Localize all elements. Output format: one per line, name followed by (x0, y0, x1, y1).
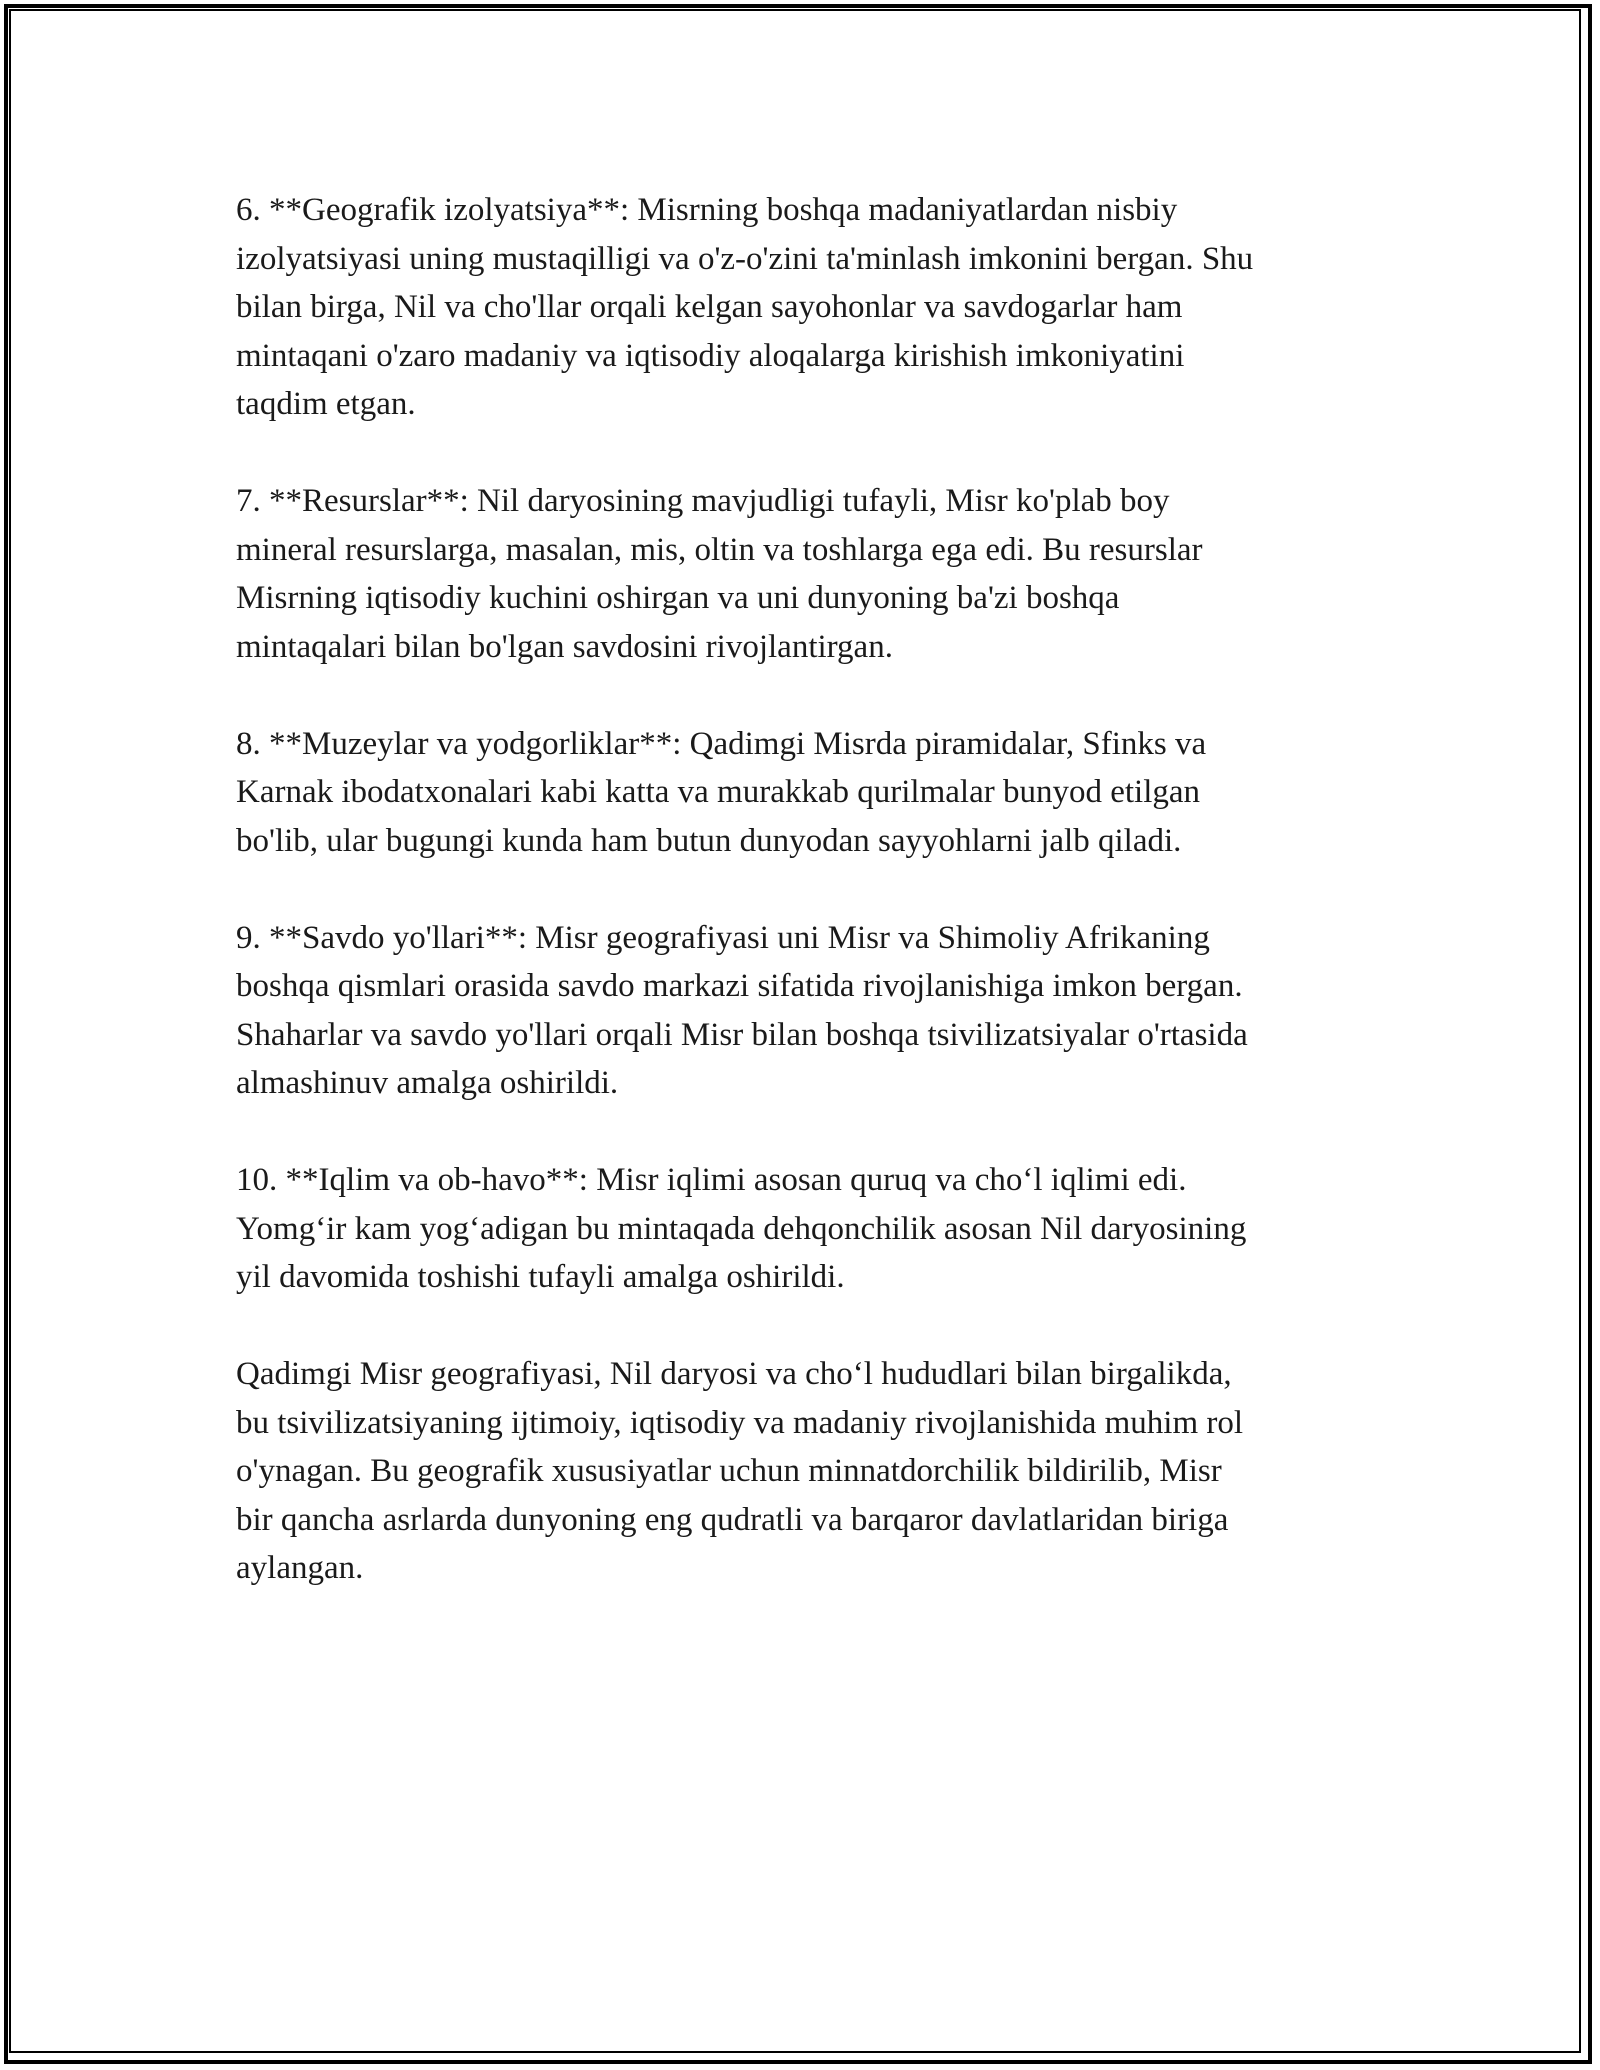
paragraph-conclusion: Qadimgi Misr geografiyasi, Nil daryosi va cho‘l hududlari bilan birgalikda, bu tsivilizatsiyaning ijtimoiy, iqtisodiy va madaniy rivojlanishida muhim rol o'ynagan. Bu geografik xususiyatlar uchun minnatdorchilik bildirilib, Misr bir qancha asrlarda dunyoning eng qudratli va barqaror davlatlaridan biriga aylangan. (236, 1356, 1244, 1586)
document-body (236, 186, 1386, 1593)
paragraph-climate-weather: 10. **Iqlim va ob-havo**: Misr iqlimi asosan quruq va cho‘l iqlimi edi. Yomg‘ir kam yog‘adigan bu mintaqada dehqonchilik asosan Nil daryosining yil davomida toshishi tufayli amalga oshirildi. (236, 1162, 1247, 1295)
paragraph-geographic-isolation: 6. **Geografik izolyatsiya**: Misrning boshqa madaniyatlardan nisbiy izolyatsiyasi uning mustaqilligi va o'z-o'zini ta'minlash imkonini bergan. Shu bilan birga, Nil va cho'llar orqali kelgan sayohonlar va savdogarlar ham mintaqani o'zaro madaniy va iqtisodiy aloqalarga kirishish imkoniyatini taqdim etgan. (236, 192, 1254, 422)
paragraph-museums-monuments: 8. **Muzeylar va yodgorliklar**: Qadimgi Misrda piramidalar, Sfinks va Karnak ibodatxonalari kabi katta va murakkab qurilmalar bunyod etilgan bo'lib, ular bugungi kunda ham butun dunyodan sayyohlarni jalb qiladi. (236, 725, 1207, 859)
paragraph-resources: 7. **Resurslar**: Nil daryosining mavjudligi tufayli, Misr ko'plab boy mineral resurslarga, masalan, mis, oltin va toshlarga ega edi. Bu resurslar Misrning iqtisodiy kuchini oshirgan va uni dunyoning ba'zi boshqa mintaqalari bilan bo'lgan savdosini rivojlantirgan. (236, 483, 1203, 665)
paragraph-trade-routes: 9. **Savdo yo'llari**: Misr geografiyasi uni Misr va Shimoliy Afrikaning boshqa qismlari orasida savdo markazi sifatida rivojlanishiga imkon bergan. Shaharlar va savdo yo'llari orqali Misr bilan boshqa tsivilizatsiyalar o'rtasida almashinuv amalga oshirildi. (236, 919, 1248, 1101)
